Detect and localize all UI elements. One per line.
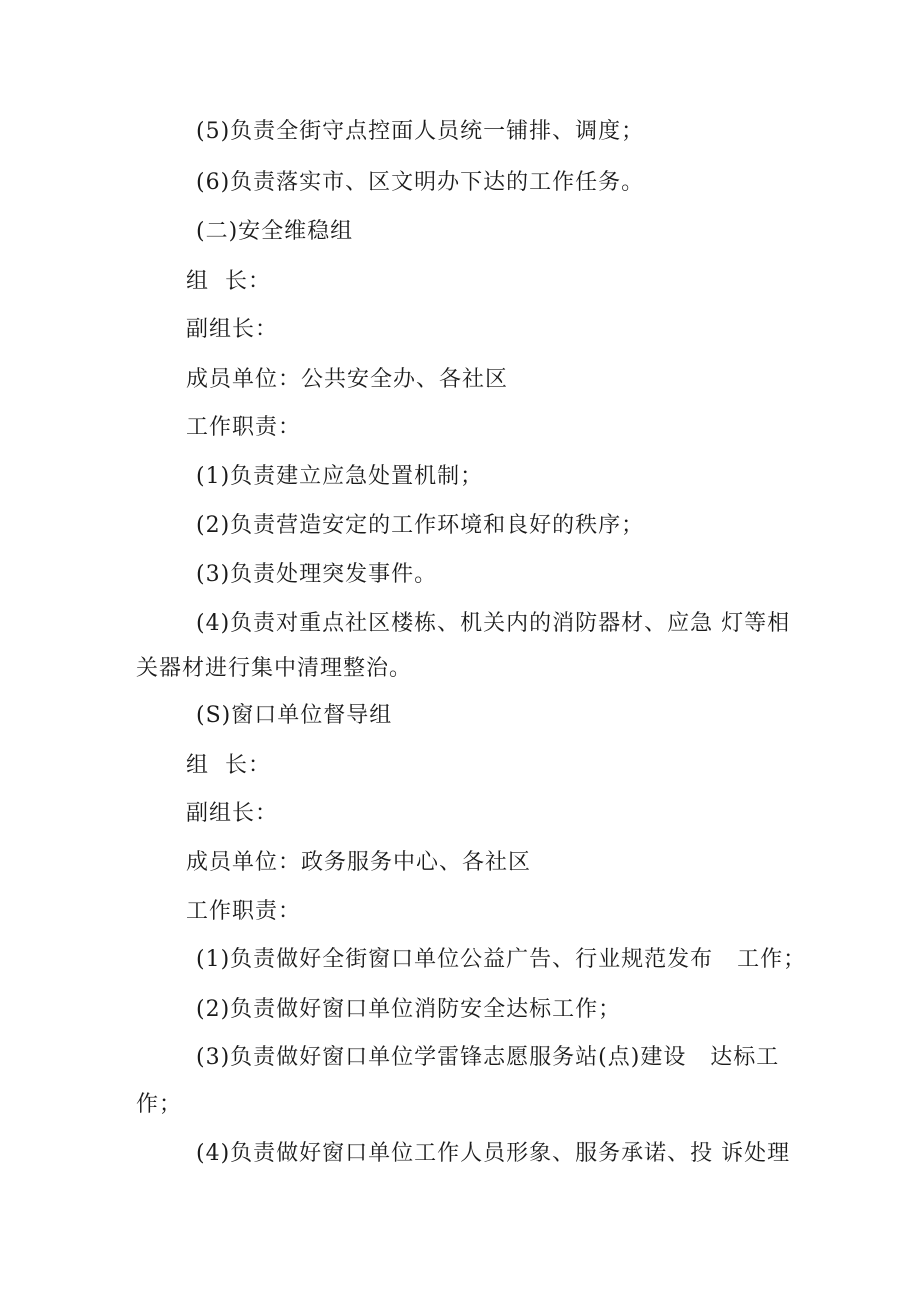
deputy-leader-label: 副组长： (186, 801, 279, 826)
duty-item-2: (2)负责做好窗口单位消防安全达标工作； (196, 997, 622, 1022)
member-units: 成员单位：政务服务中心、各社区 (186, 850, 532, 875)
duty-item-5: (5)负责全街守点控面人员统一铺排、调度； (196, 119, 645, 144)
duty-item-3: (3)负责处理突发事件。 (196, 562, 438, 587)
member-units: 成员单位：公共安全办、各社区 (186, 367, 509, 392)
duty-item-3: (3)负责做好窗口单位学雷锋志愿服务站(点)建设 达标工 (196, 1045, 780, 1070)
duty-item-4: (4)负责做好窗口单位工作人员形象、服务承诺、投 诉处理 (196, 1141, 791, 1166)
duty-item-3-continued: 作； (136, 1092, 183, 1117)
section-heading-window: (S)窗口单位督导组 (196, 703, 393, 728)
duties-label: 工作职责： (186, 899, 302, 924)
duty-item-1: (1)负责做好全街窗口单位公益广告、行业规范发布 工作； (196, 947, 807, 972)
section-heading-security: (二)安全维稳组 (196, 219, 354, 244)
group-leader-label: 组 长： (186, 269, 271, 294)
duty-item-4: (4)负责对重点社区楼栋、机关内的消防器材、应急 灯等相 (196, 611, 791, 636)
duty-item-4-continued: 关器材进行集中清理整治。 (136, 656, 413, 681)
duty-item-2: (2)负责营造安定的工作环境和良好的秩序； (196, 513, 645, 538)
group-leader-label: 组 长： (186, 753, 271, 778)
duties-label: 工作职责： (186, 415, 302, 440)
duty-item-1: (1)负责建立应急处置机制； (196, 464, 484, 489)
deputy-leader-label: 副组长： (186, 317, 279, 342)
duty-item-6: (6)负责落实市、区文明办下达的工作任务。 (196, 170, 645, 195)
